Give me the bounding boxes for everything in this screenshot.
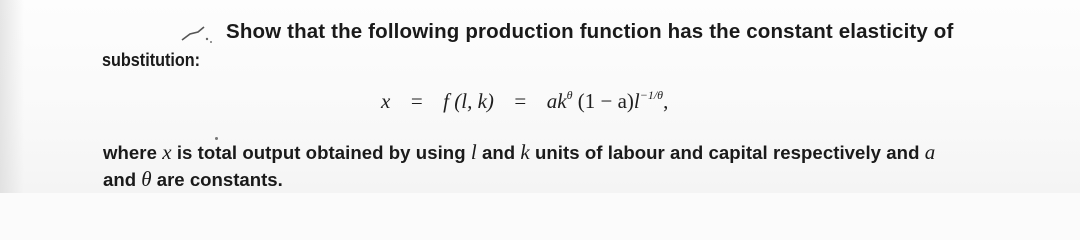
problem-line-4 [103,140,935,165]
eq-a: a [546,89,558,113]
eq-equals-2: = [514,89,527,113]
page-edge-shadow [0,0,24,193]
line4-x: x [162,140,172,164]
eq-paren: (1 − a) [577,89,634,113]
problem-line-5 [103,167,283,192]
problem-line-2: substitution: [102,50,201,70]
eq-equals-1: = [410,89,423,113]
problem-line-1: Show that the following production function has the constant elasticity of [226,20,954,43]
eq-tail: , [663,89,669,113]
line4-mid2: and [481,142,516,163]
pen-mark [176,18,220,48]
line5-theta: θ [141,167,152,191]
line4-mid1: is total output obtained by using [176,142,466,163]
line5-post: are constants. [156,169,283,190]
eq-k: k [557,89,567,113]
line4-a: a [924,140,936,164]
eq-l: l [633,89,640,113]
eq-func: f [443,89,450,113]
line4-l: l [470,140,477,164]
eq-args: (l, k) [454,89,494,113]
line4-pre: where [103,142,157,163]
line5-pre: and [103,169,137,190]
eq-exp-l: −1/θ [639,88,664,102]
eq-exp-theta: θ [566,88,573,102]
line4-mid3: units of labour and capital respectively and [534,142,920,163]
production-function-equation [381,89,668,114]
line4-k: k [520,140,530,164]
eq-lhs: x [381,89,391,113]
